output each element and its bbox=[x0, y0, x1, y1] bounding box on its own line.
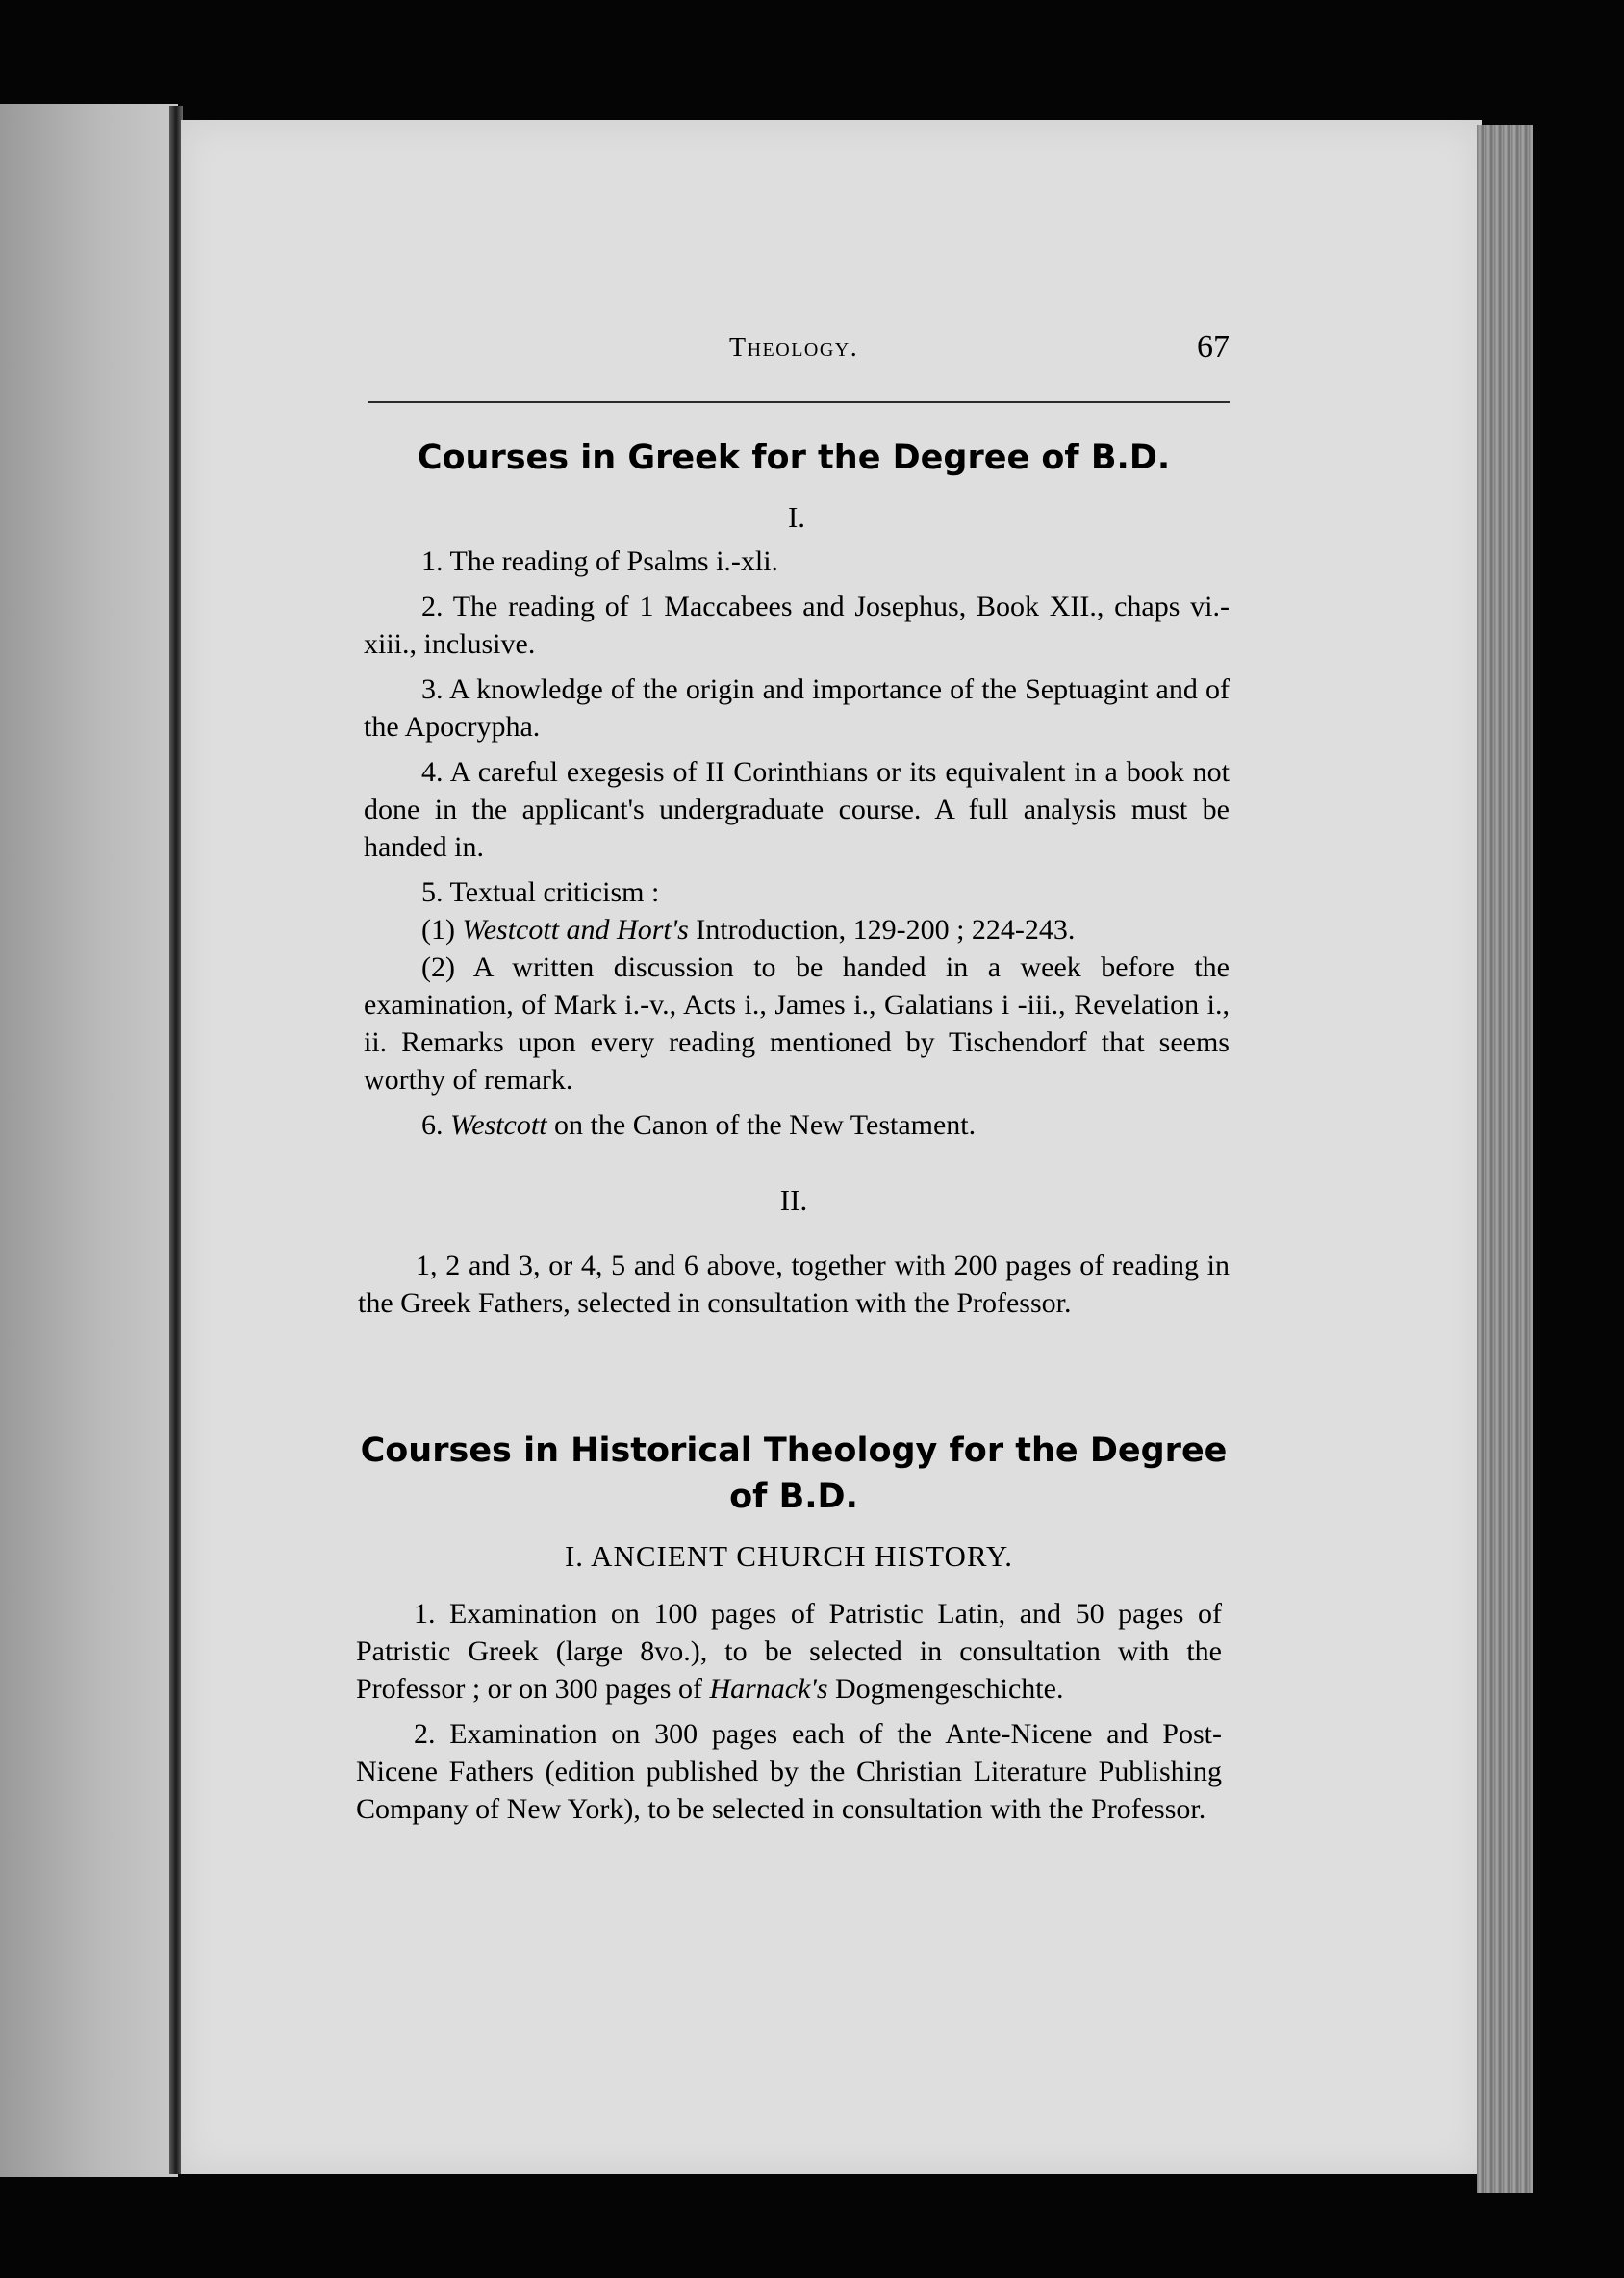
page-stack-edge bbox=[1477, 125, 1533, 2193]
list-item: 4. A careful exegesis of II Corinthians or its equivalent in a book not done in the applicant's undergraduate course. A full analysis must be handed in. bbox=[364, 756, 1230, 863]
list-item bbox=[356, 1595, 1222, 1708]
heading-line: of B.D. bbox=[729, 1478, 858, 1516]
header-rule bbox=[368, 401, 1230, 403]
sub-item-number: (1) bbox=[421, 914, 463, 946]
greek-part-one bbox=[364, 500, 1230, 1144]
historical-courses-heading bbox=[358, 1428, 1230, 1520]
item-number: 6. bbox=[421, 1109, 450, 1141]
list-item: 1. The reading of Psalms i.-xli. bbox=[421, 545, 779, 577]
list-item: 1, 2 and 3, or 4, 5 and 6 above, together with 200 pages of reading in the Greek Fathers, selected in consultation with the Professor. bbox=[358, 1250, 1230, 1319]
sub-item-text: Introduction, 129-200 ; 224-243. bbox=[688, 914, 1076, 946]
list-item bbox=[364, 1106, 1230, 1144]
sub-item: (2) A written discussion to be handed in a week before the examination, of Mark i.-v., Acts i., James i., Galatians i -iii., Revelation i., ii. Remarks upon every reading mentioned by Tischendorf that seems worthy of remark. bbox=[364, 951, 1230, 1096]
italic-reference: Westcott and Hort's bbox=[462, 914, 689, 946]
sub-item bbox=[364, 911, 1230, 949]
list-item: 5. Textual criticism : bbox=[421, 876, 660, 908]
section-subheading: I. ANCIENT CHURCH HISTORY. bbox=[564, 1539, 1014, 1573]
item-text: on the Canon of the New Testament. bbox=[546, 1109, 977, 1141]
facing-page-edge bbox=[0, 104, 178, 2177]
section-numeral: I. bbox=[787, 500, 806, 534]
list-item: 2. Examination on 300 pages each of the Ante-Nicene and Post-Nicene Fathers (edition published by the Christian Literature Publishing Company of New York), to be selected in consultation with the Professor. bbox=[356, 1718, 1222, 1825]
heading-line: Courses in Historical Theology for the Degree bbox=[360, 1431, 1228, 1470]
italic-reference: Harnack's bbox=[709, 1673, 828, 1705]
item-text: 1. Examination on 100 pages of Patristic Latin, and 50 pages of Patristic Greek (large 8vo.), to be selected in consultation with the Professor ; or on 300 pages of bbox=[356, 1598, 1222, 1705]
item-text: Dogmengeschichte. bbox=[827, 1673, 1064, 1705]
book-page bbox=[181, 120, 1482, 2174]
page-number: 67 bbox=[1197, 329, 1230, 365]
italic-reference: Westcott bbox=[450, 1109, 547, 1141]
running-title: Theology. bbox=[729, 333, 859, 363]
running-head bbox=[358, 329, 1230, 375]
section-numeral: II. bbox=[779, 1183, 808, 1217]
list-item: 2. The reading of 1 Maccabees and Josephus, Book XII., chaps vi.-xiii., inclusive. bbox=[364, 591, 1230, 660]
ancient-church-history bbox=[356, 1539, 1222, 1828]
greek-part-two bbox=[358, 1183, 1230, 1322]
greek-courses-heading: Courses in Greek for the Degree of B.D. bbox=[417, 439, 1171, 477]
list-item: 3. A knowledge of the origin and importance of the Septuagint and of the Apocrypha. bbox=[364, 673, 1230, 743]
